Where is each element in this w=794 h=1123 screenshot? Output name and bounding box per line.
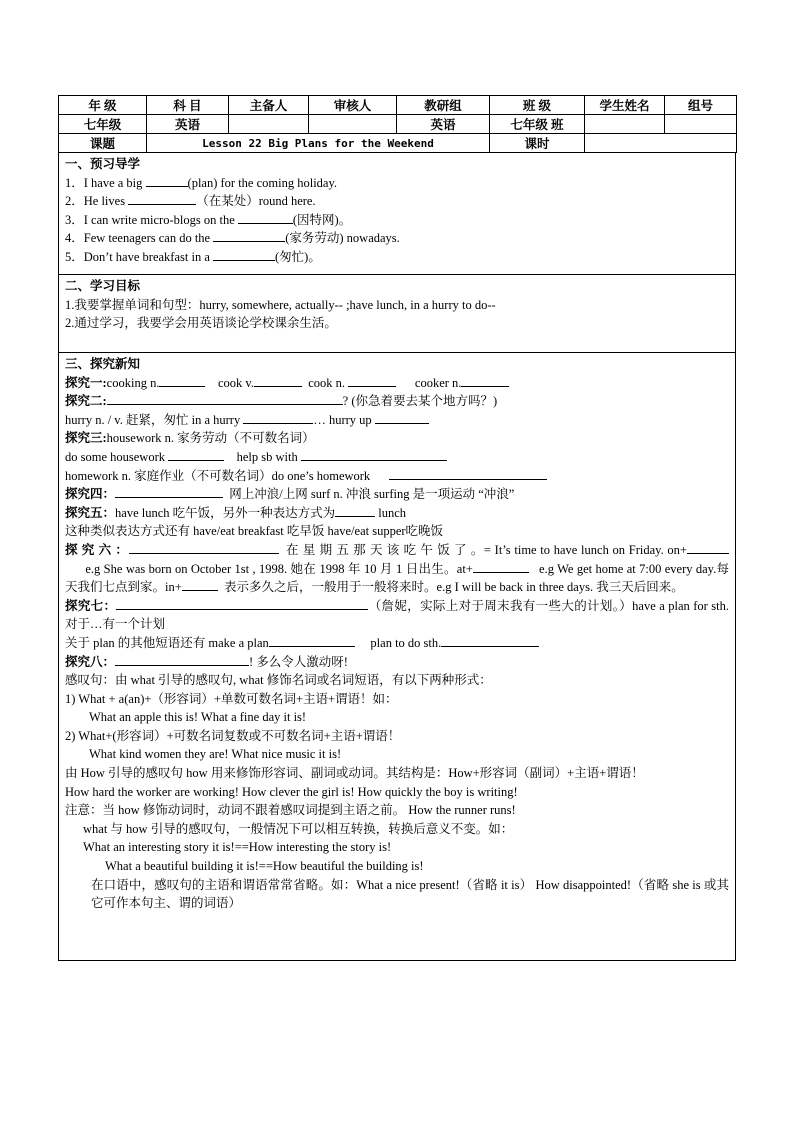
how-exclamation-rule: 由 How 引导的感叹句 how 用来修饰形容词、副词或动词。其结构是：How+形容词（副词）+主语+谓语！ [65,766,644,781]
group-no-value[interactable] [665,115,737,134]
blank-e1b[interactable] [254,374,302,387]
blank-helpsb[interactable] [301,448,447,461]
blank-5[interactable] [213,248,275,261]
explore-1: 探究一:cooking n. cook v. cook n. cooker n. [65,374,729,393]
student-name-value[interactable] [585,115,665,134]
goal-2: 2.通过学习，我要学会用英语谈论学校课余生活。 [65,316,337,331]
hurry-line: hurry n. / v. 赶紧，匆忙 in a hurry … hurry up [65,411,729,430]
preview-item-3: 3．I can write micro-blogs on the (因特网)。 [65,212,352,227]
blank-3[interactable] [238,211,293,224]
header-row-3 [59,134,737,153]
topic-value: Lesson 22 Big Plans for the Weekend [147,134,490,153]
what-how-swap: what 与 how 引导的感叹句，一般情况下可以相互转换，转换后意义不变。如： [83,821,514,836]
header-cell-subject: 科 目 [147,96,229,115]
preview-item-1: 1．I have a big (plan) for the coming holiday. [65,175,338,190]
blank-make-plan[interactable] [269,634,355,647]
blank-e1a[interactable] [159,374,205,387]
swap-example-1: What an interesting story it is!==How interesting the story is! [83,840,392,855]
class-value: 七年级 班 [490,115,585,134]
blank-e6-in[interactable] [182,578,218,591]
blank-e1d[interactable] [461,374,509,387]
preview-section [58,153,736,275]
header-table [58,95,737,153]
blank-1[interactable] [146,174,188,187]
topic-label: 课题 [59,134,147,153]
period-value[interactable] [585,134,737,153]
homework-line: homework n. 家庭作业（不可数名词）do one’s homework [65,467,729,486]
blank-2[interactable] [128,192,196,205]
explore-title: 三、探究新知 [65,357,141,371]
subject-value: 英语 [147,115,229,134]
explore-7b: 关于 plan 的其他短语还有 make a plan plan to do sth. [65,634,729,653]
blank-e6[interactable] [129,541,279,554]
blank-e6-on[interactable] [687,541,729,554]
exclamation-intro: 感叹句：由 what 引导的感叹句, what 修饰名词或名词短语，有以下两种形式： [65,673,492,688]
blank-e6-at[interactable] [473,560,529,573]
blank-plan-to-do[interactable] [441,634,539,647]
period-label: 课时 [490,134,585,153]
blank-e8[interactable] [115,653,249,666]
worksheet [58,95,736,961]
goals-section [58,275,736,353]
preview-item-5: 5．Don’t have breakfast in a (匆忙)。 [65,249,321,264]
explore-4: 探究四： 网上冲浪/上网 surf n. 冲浪 surfing 是一项运动 “冲浪” [65,487,515,502]
header-row-1 [59,96,737,115]
exclamation-form-2-example: What kind women they are! What nice music it is! [89,747,342,762]
header-row-2 [59,115,737,134]
swap-example-2: What a beautiful building it is!==How beautiful the building is! [105,859,424,874]
blank-4[interactable] [213,229,285,242]
grade-value: 七年级 [59,115,147,134]
explore-5: 探究五：have lunch 吃午饭，另外一种表达方式为 lunch [65,505,407,520]
header-cell-reviewer: 审核人 [309,96,397,115]
explore-6: 探 究 六 ： 在 星 期 五 那 天 该 吃 午 饭 了 。= It’s time to have lunch on Friday. on+ e.g She was born on October 1st , 1998. 她在 1998 年 10 月 1 日出生。at+ e.g We get home at 7:00 every day.每天我们七点到家。in+ 表示多久之后，一般用于一般将来时。e.g I will be back in three days. 我三天后回来。 [65,542,729,595]
exclamation-form-2: 2) What+(形容词）+可数名词复数或不可数名词+主语+谓语！ [65,728,401,743]
how-note: 注意：当 how 修饰动词时，动词不跟着感叹词提到主语之前。 How the runner runs! [65,803,516,818]
header-cell-grade: 年 级 [59,96,147,115]
blank-e5[interactable] [335,504,375,517]
header-cell-student-name: 学生姓名 [585,96,665,115]
preview-item-4: 4．Few teenagers can do the (家务劳动) nowadays. [65,231,400,246]
lead-preparer-value[interactable] [229,115,309,134]
exclamation-form-1-example: What an apple this is! What a fine day it is! [89,710,307,725]
blank-dosome[interactable] [168,448,224,461]
blank-homework[interactable] [389,467,547,480]
header-cell-lead-preparer: 主备人 [229,96,309,115]
explore-7: 探究七： （詹妮，实际上对于周末我有一些大的计划。）have a plan for sth. 对于…有一个计划 [65,598,729,632]
oral-omission: 在口语中，感叹句的主语和谓语常常省略。如：What a nice present!（省略 it is） How disappointed!（省略 she is 或其它可作本句主、谓的词语） [91,877,729,911]
blank-e1c[interactable] [348,374,396,387]
blank-hurry-b[interactable] [375,411,429,424]
header-cell-group-no: 组号 [665,96,737,115]
preview-title: 一、预习导学 [65,157,141,171]
blank-e4[interactable] [115,485,223,498]
explore-3: 探究三:housework n. 家务劳动（不可数名词） [65,431,315,446]
blank-e2[interactable] [107,392,343,405]
blank-hurry-a[interactable] [243,411,313,424]
explore-section [58,353,736,961]
how-exclamation-example: How hard the worker are working! How clever the girl is! How quickly the boy is writing! [65,784,518,799]
research-group-value: 英语 [397,115,490,134]
exclamation-form-1: 1) What + a(an)+（形容词）+单数可数名词+主语+谓语！如： [65,691,398,706]
header-cell-class: 班 级 [490,96,585,115]
blank-e7[interactable] [116,597,368,610]
goals-title: 二、学习目标 [65,279,141,293]
reviewer-value[interactable] [309,115,397,134]
header-cell-research-group: 教研组 [397,96,490,115]
goal-1: 1.我要掌握单词和句型：hurry, somewhere, actually-- ;have lunch, in a hurry to do-- [65,297,496,312]
do-housework-line: do some housework help sb with [65,448,729,467]
preview-item-2: 2．He lives （在某处）round here. [65,194,316,209]
explore-8: 探究八： ! 多么令人激动呀! [65,654,348,669]
explore-5b: 这种类似表达方式还有 have/eat breakfast 吃早饭 have/eat supper吃晚饭 [65,524,444,539]
explore-2: 探究二: ? (你急着要去某个地方吗？) [65,394,498,409]
